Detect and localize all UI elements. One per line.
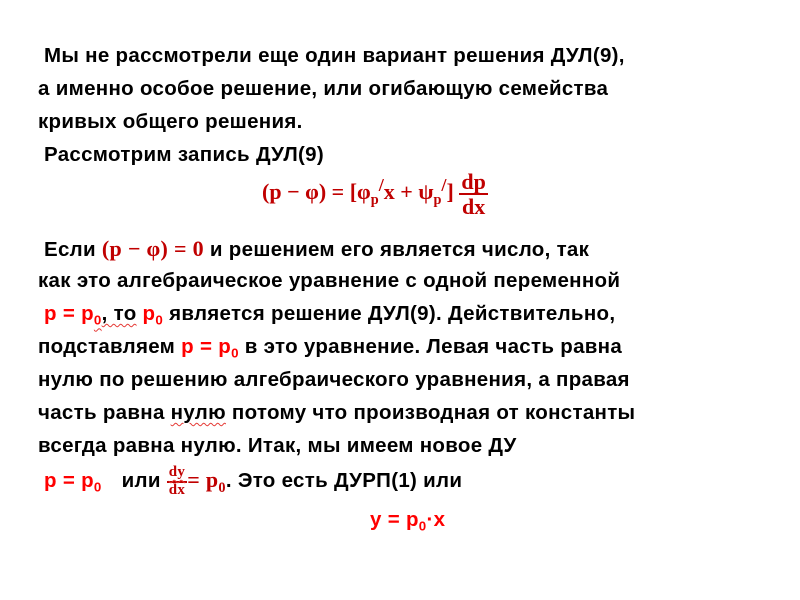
text-line-2: а именно особое решение, или огибающую семейства xyxy=(38,77,609,100)
text-line-13 xyxy=(44,465,462,499)
if-word: Если xyxy=(44,238,96,261)
phi-prime: / xyxy=(378,174,384,195)
y-equals-p0x: $y = p_0\cdot x$ xyxy=(370,508,446,534)
equation-bracket: ] xyxy=(446,179,454,205)
phi-subscript: p xyxy=(370,192,379,209)
line-13-rest: . Это есть ДУРП(1) или xyxy=(225,468,463,492)
line-6-rest: и решением его является число, так xyxy=(209,238,590,261)
dy-dx-equation: $\frac{dy}{dx}$ = $p_0$ xyxy=(168,464,226,498)
dp-dx-fraction xyxy=(459,170,487,218)
p-equals-p0-inline: $p = p_0$ xyxy=(181,335,239,361)
line-8-rest: является решение ДУЛ(9). Действительно, xyxy=(169,302,616,325)
condition-formula: (p − φ) = 0 xyxy=(101,236,204,261)
psi-subscript: p xyxy=(433,192,442,209)
p-equals-p0-final: $p = p_0$ xyxy=(44,468,102,495)
squiggle-word: нулю xyxy=(170,401,226,424)
equation-lhs: (p − φ) = [φ xyxy=(262,179,371,205)
line-9-rest: в это уравнение. Левая часть равна xyxy=(244,335,623,358)
text-line-3: кривых общего решения. xyxy=(38,110,303,133)
text-line-6 xyxy=(44,236,589,262)
substitute-word: подставляем xyxy=(38,335,176,358)
comma-to: , то xyxy=(101,302,137,325)
text-line-7: как это алгебраическое уравнение с одной переменной xyxy=(38,269,621,292)
text-line-1: Мы не рассмотрели еще один вариант решения ДУЛ(9), xyxy=(44,44,625,67)
text-line-9 xyxy=(38,335,622,361)
p-equals-p0: $p = p_0$ xyxy=(44,302,102,328)
fraction-numerator: dp xyxy=(461,169,486,194)
text-line-11: часть равна нулю потому что производная от константы xyxy=(38,401,636,424)
or-word: или xyxy=(121,468,161,492)
p0-symbol: $p_0$ xyxy=(142,302,164,328)
equation-middle: x + ψ xyxy=(383,179,434,205)
text-line-12: всегда равна нулю. Итак, мы имеем новое ДУ xyxy=(38,434,517,457)
main-equation xyxy=(262,170,488,218)
psi-prime: / xyxy=(441,174,447,195)
text-line-4: Рассмотрим запись ДУЛ(9) xyxy=(44,143,325,166)
dy-dx-fraction: $\frac{dy}{dx}$ xyxy=(168,464,186,498)
text-line-8 xyxy=(44,302,615,328)
fraction-denominator: dx xyxy=(461,194,486,220)
text-line-10: нулю по решению алгебраического уравнения, а правая xyxy=(38,368,630,391)
